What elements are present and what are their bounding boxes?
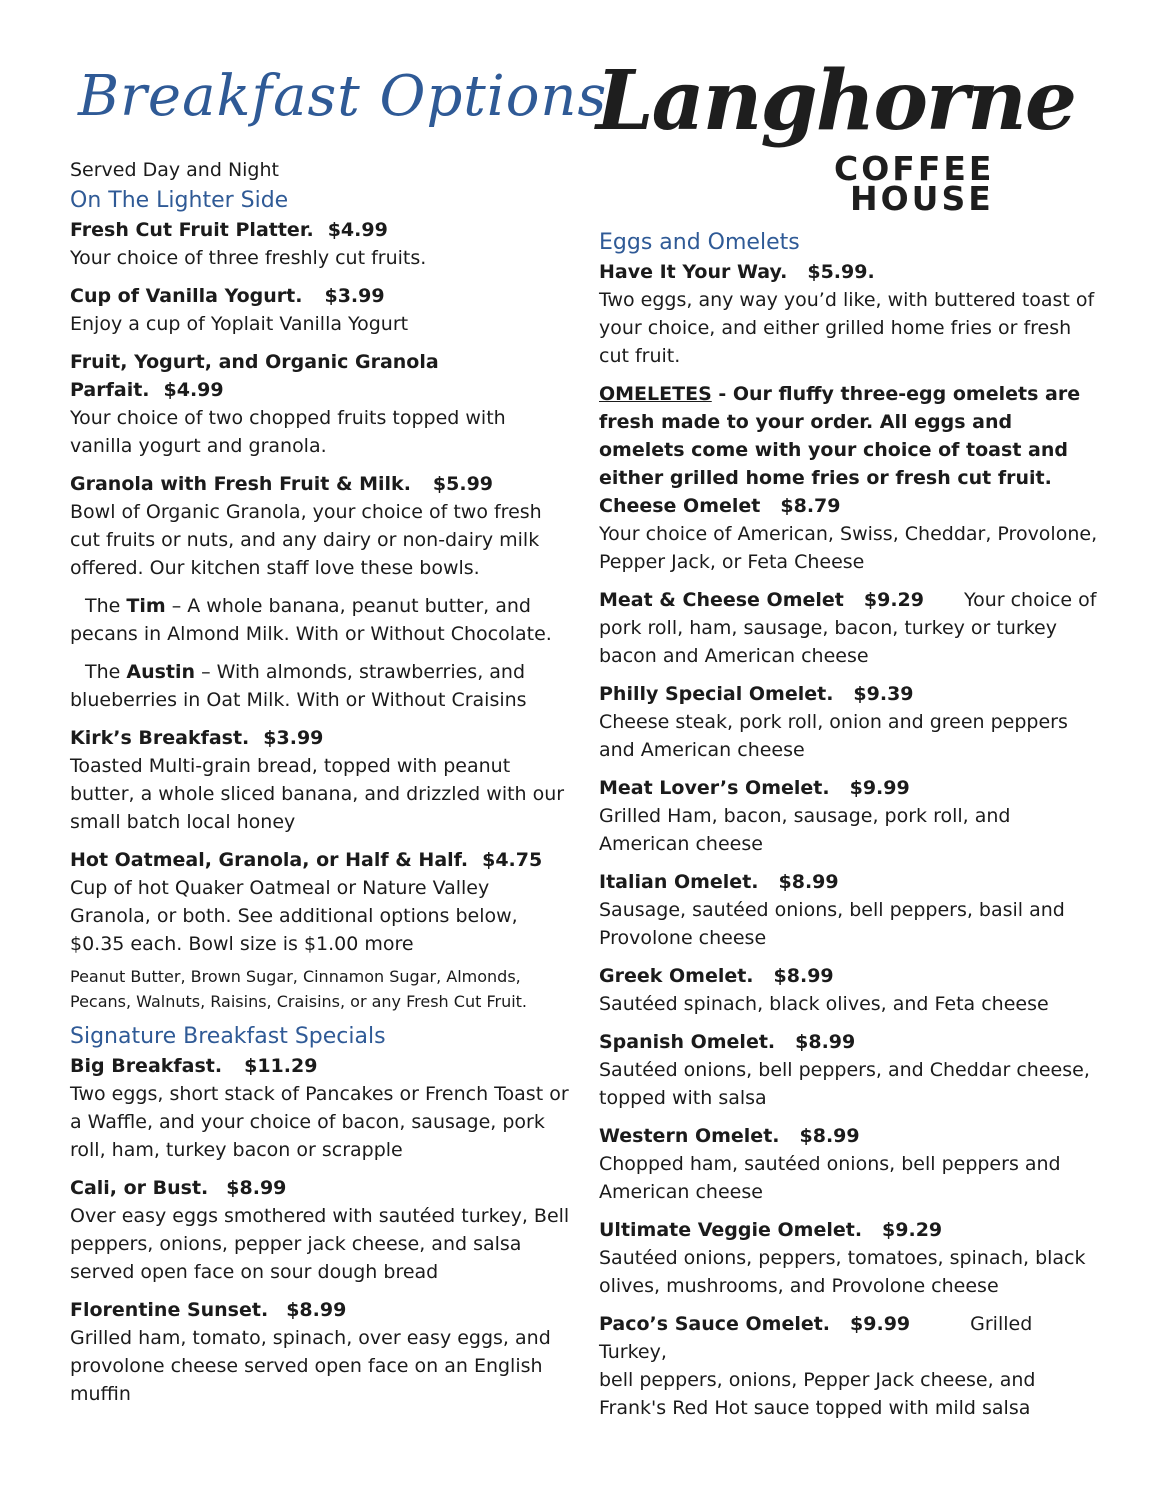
menu-item <box>599 774 1104 858</box>
item-desc: Toasted Multi-grain bread, topped with peanut butter, a whole sliced banana, and drizzled with our small batch local honey <box>70 755 565 833</box>
item-name: Philly Special Omelet. <box>599 683 834 705</box>
menu-item <box>70 282 570 338</box>
menu-item <box>70 348 570 460</box>
item-price: $8.99 <box>778 871 839 893</box>
item-desc: Grilled Ham, bacon, sausage, pork roll, and American cheese <box>599 805 1011 855</box>
section-heading-lighter-side: On The Lighter Side <box>70 188 289 213</box>
item-desc: Your choice of two chopped fruits topped with vanilla yogurt and granola. <box>70 407 506 457</box>
item-name: Fresh Cut Fruit Platter. <box>70 219 314 241</box>
menu-item <box>599 868 1104 952</box>
item-desc: Cheese steak, pork roll, onion and green peppers and American cheese <box>599 711 1068 761</box>
left-column <box>70 156 570 1418</box>
menu-item <box>599 258 1104 370</box>
item-name: Spanish Omelet. <box>599 1031 776 1053</box>
item-price: $4.99 <box>163 379 224 401</box>
omelet-label: OMELETES <box>599 383 712 405</box>
item-price: $5.99 <box>432 473 494 495</box>
item-price: $3.99 <box>324 285 385 307</box>
menu-item <box>599 962 1104 1018</box>
item-price: $9.29 <box>863 589 924 611</box>
item-desc: pork roll, ham, sausage, bacon, turkey or turkey bacon and American cheese <box>599 617 1057 667</box>
bowl-name: Austin <box>126 661 196 683</box>
menu-item <box>599 586 1104 670</box>
bowl-desc: – With almonds, strawberries, and blueberries in Oat Milk. With or Without Craisins <box>70 661 527 711</box>
item-desc-inline: Your choice of <box>963 589 1097 611</box>
item-desc: Cup of hot Quaker Oatmeal or Nature Valley Granola, or both. See additional options below, $0.35 each. Bowl size is $1.00 more <box>70 877 518 955</box>
item-price: $8.99 <box>795 1031 856 1053</box>
menu-item <box>70 1052 570 1164</box>
bowl-option-austin <box>70 658 570 714</box>
item-desc: Your choice of American, Swiss, Cheddar, Provolone, Pepper Jack, or Feta Cheese <box>599 523 1098 573</box>
oatmeal-addons: Peanut Butter, Brown Sugar, Cinnamon Sugar, Almonds, Pecans, Walnuts, Raisins, Craisins, or any Fresh Cut Fruit. <box>70 967 528 1011</box>
logo-coffee: COFFEE <box>834 149 995 188</box>
item-price: $8.79 <box>780 495 841 517</box>
item-name: Meat & Cheese Omelet <box>599 589 844 611</box>
item-price: $8.99 <box>286 1299 347 1321</box>
item-desc: Two eggs, any way you’d like, with buttered toast of your choice, and either grilled home fries or fresh cut fruit. <box>599 289 1095 367</box>
item-name: Florentine Sunset. <box>70 1299 269 1321</box>
item-desc: Grilled ham, tomato, spinach, over easy eggs, and provolone cheese served open face on an English muffin <box>70 1327 551 1405</box>
menu-item <box>70 1296 570 1408</box>
served-note: Served Day and Night <box>70 159 279 181</box>
item-name: Greek Omelet. <box>599 965 754 987</box>
menu-item <box>599 492 1104 576</box>
item-price: $8.99 <box>773 965 834 987</box>
item-desc-inline: Grilled Turkey, <box>599 1313 1033 1363</box>
right-column <box>599 228 1104 1432</box>
item-name: Western Omelet. <box>599 1125 780 1147</box>
menu-item <box>599 1216 1104 1300</box>
item-price: $3.99 <box>263 727 324 749</box>
page-title: Breakfast Options <box>78 64 608 129</box>
logo-script: Langhorne <box>596 53 1076 149</box>
bowl-desc: – A whole banana, peanut butter, and pecans in Almond Milk. With or Without Chocolate. <box>70 595 552 645</box>
item-price: $8.99 <box>226 1177 287 1199</box>
item-price: $9.99 <box>850 1313 911 1335</box>
langhorne-logo <box>596 53 1076 218</box>
section-heading-signature: Signature Breakfast Specials <box>70 1024 386 1049</box>
menu-item <box>599 1310 1104 1422</box>
bowl-name: Tim <box>126 595 166 617</box>
menu-item <box>70 216 570 272</box>
menu-item <box>599 1122 1104 1206</box>
item-desc: Enjoy a cup of Yoplait Vanilla Yogurt <box>70 313 409 335</box>
menu-item <box>70 1174 570 1286</box>
item-price: $4.75 <box>482 849 543 871</box>
item-price: $8.99 <box>799 1125 860 1147</box>
item-desc: Your choice of three freshly cut fruits. <box>70 247 427 269</box>
item-name: Granola with Fresh Fruit & Milk. <box>70 473 411 495</box>
menu-item <box>70 724 570 836</box>
item-desc: bell peppers, onions, Pepper Jack cheese, and Frank's Red Hot sauce topped with mild salsa <box>599 1369 1036 1419</box>
item-price: $9.39 <box>853 683 914 705</box>
item-name: Meat Lover’s Omelet. <box>599 777 830 799</box>
item-name: Kirk’s Breakfast. <box>70 727 250 749</box>
bowl-prefix: The <box>85 595 127 617</box>
omelet-intro <box>599 380 1104 492</box>
item-price: $11.29 <box>244 1055 318 1077</box>
item-price: $5.99. <box>807 261 875 283</box>
item-name: Ultimate Veggie Omelet. <box>599 1219 863 1241</box>
logo-house: HOUSE <box>850 179 994 218</box>
bowl-option-tim <box>70 592 570 648</box>
item-name: Cheese Omelet <box>599 495 761 517</box>
item-desc: Sautéed onions, bell peppers, and Cheddar cheese, topped with salsa <box>599 1059 1090 1109</box>
item-name: Fruit, Yogurt, and Organic Granola Parfait. <box>70 351 439 401</box>
menu-item <box>70 470 570 582</box>
item-name: Cup of Vanilla Yogurt. <box>70 285 303 307</box>
item-desc: Sausage, sautéed onions, bell peppers, basil and Provolone cheese <box>599 899 1065 949</box>
section-heading-eggs: Eggs and Omelets <box>599 230 800 255</box>
bowl-prefix: The <box>85 661 127 683</box>
menu-item <box>599 680 1104 764</box>
item-name: Hot Oatmeal, Granola, or Half & Half. <box>70 849 469 871</box>
item-name: Italian Omelet. <box>599 871 759 893</box>
item-desc: Two eggs, short stack of Pancakes or French Toast or a Waffle, and your choice of bacon, sausage, pork roll, ham, turkey bacon or scrapple <box>70 1083 569 1161</box>
item-desc: Bowl of Organic Granola, your choice of two fresh cut fruits or nuts, and any dairy or non-dairy milk offered. Our kitchen staff love these bowls. <box>70 501 542 579</box>
item-desc: Sautéed spinach, black olives, and Feta cheese <box>599 993 1049 1015</box>
item-desc: Sautéed onions, peppers, tomatoes, spinach, black olives, mushrooms, and Provolone cheese <box>599 1247 1086 1297</box>
item-name: Big Breakfast. <box>70 1055 223 1077</box>
item-desc: Chopped ham, sautéed onions, bell peppers and American cheese <box>599 1153 1061 1203</box>
item-name: Cali, or Bust. <box>70 1177 209 1199</box>
menu-item <box>70 846 570 958</box>
item-desc: Over easy eggs smothered with sautéed turkey, Bell peppers, onions, pepper jack cheese, and salsa served open face on sour dough bread <box>70 1205 570 1283</box>
item-price: $9.29 <box>882 1219 943 1241</box>
item-name: Have It Your Way. <box>599 261 788 283</box>
item-price: $9.99 <box>849 777 910 799</box>
menu-item <box>599 1028 1104 1112</box>
omelet-intro-text: - Our fluffy three-egg omelets are fresh made to your order. All eggs and omelets come with your choice of toast and either grilled home fries or fresh cut fruit. <box>599 383 1081 489</box>
item-name: Paco’s Sauce Omelet. <box>599 1313 831 1335</box>
item-price: $4.99 <box>327 219 388 241</box>
